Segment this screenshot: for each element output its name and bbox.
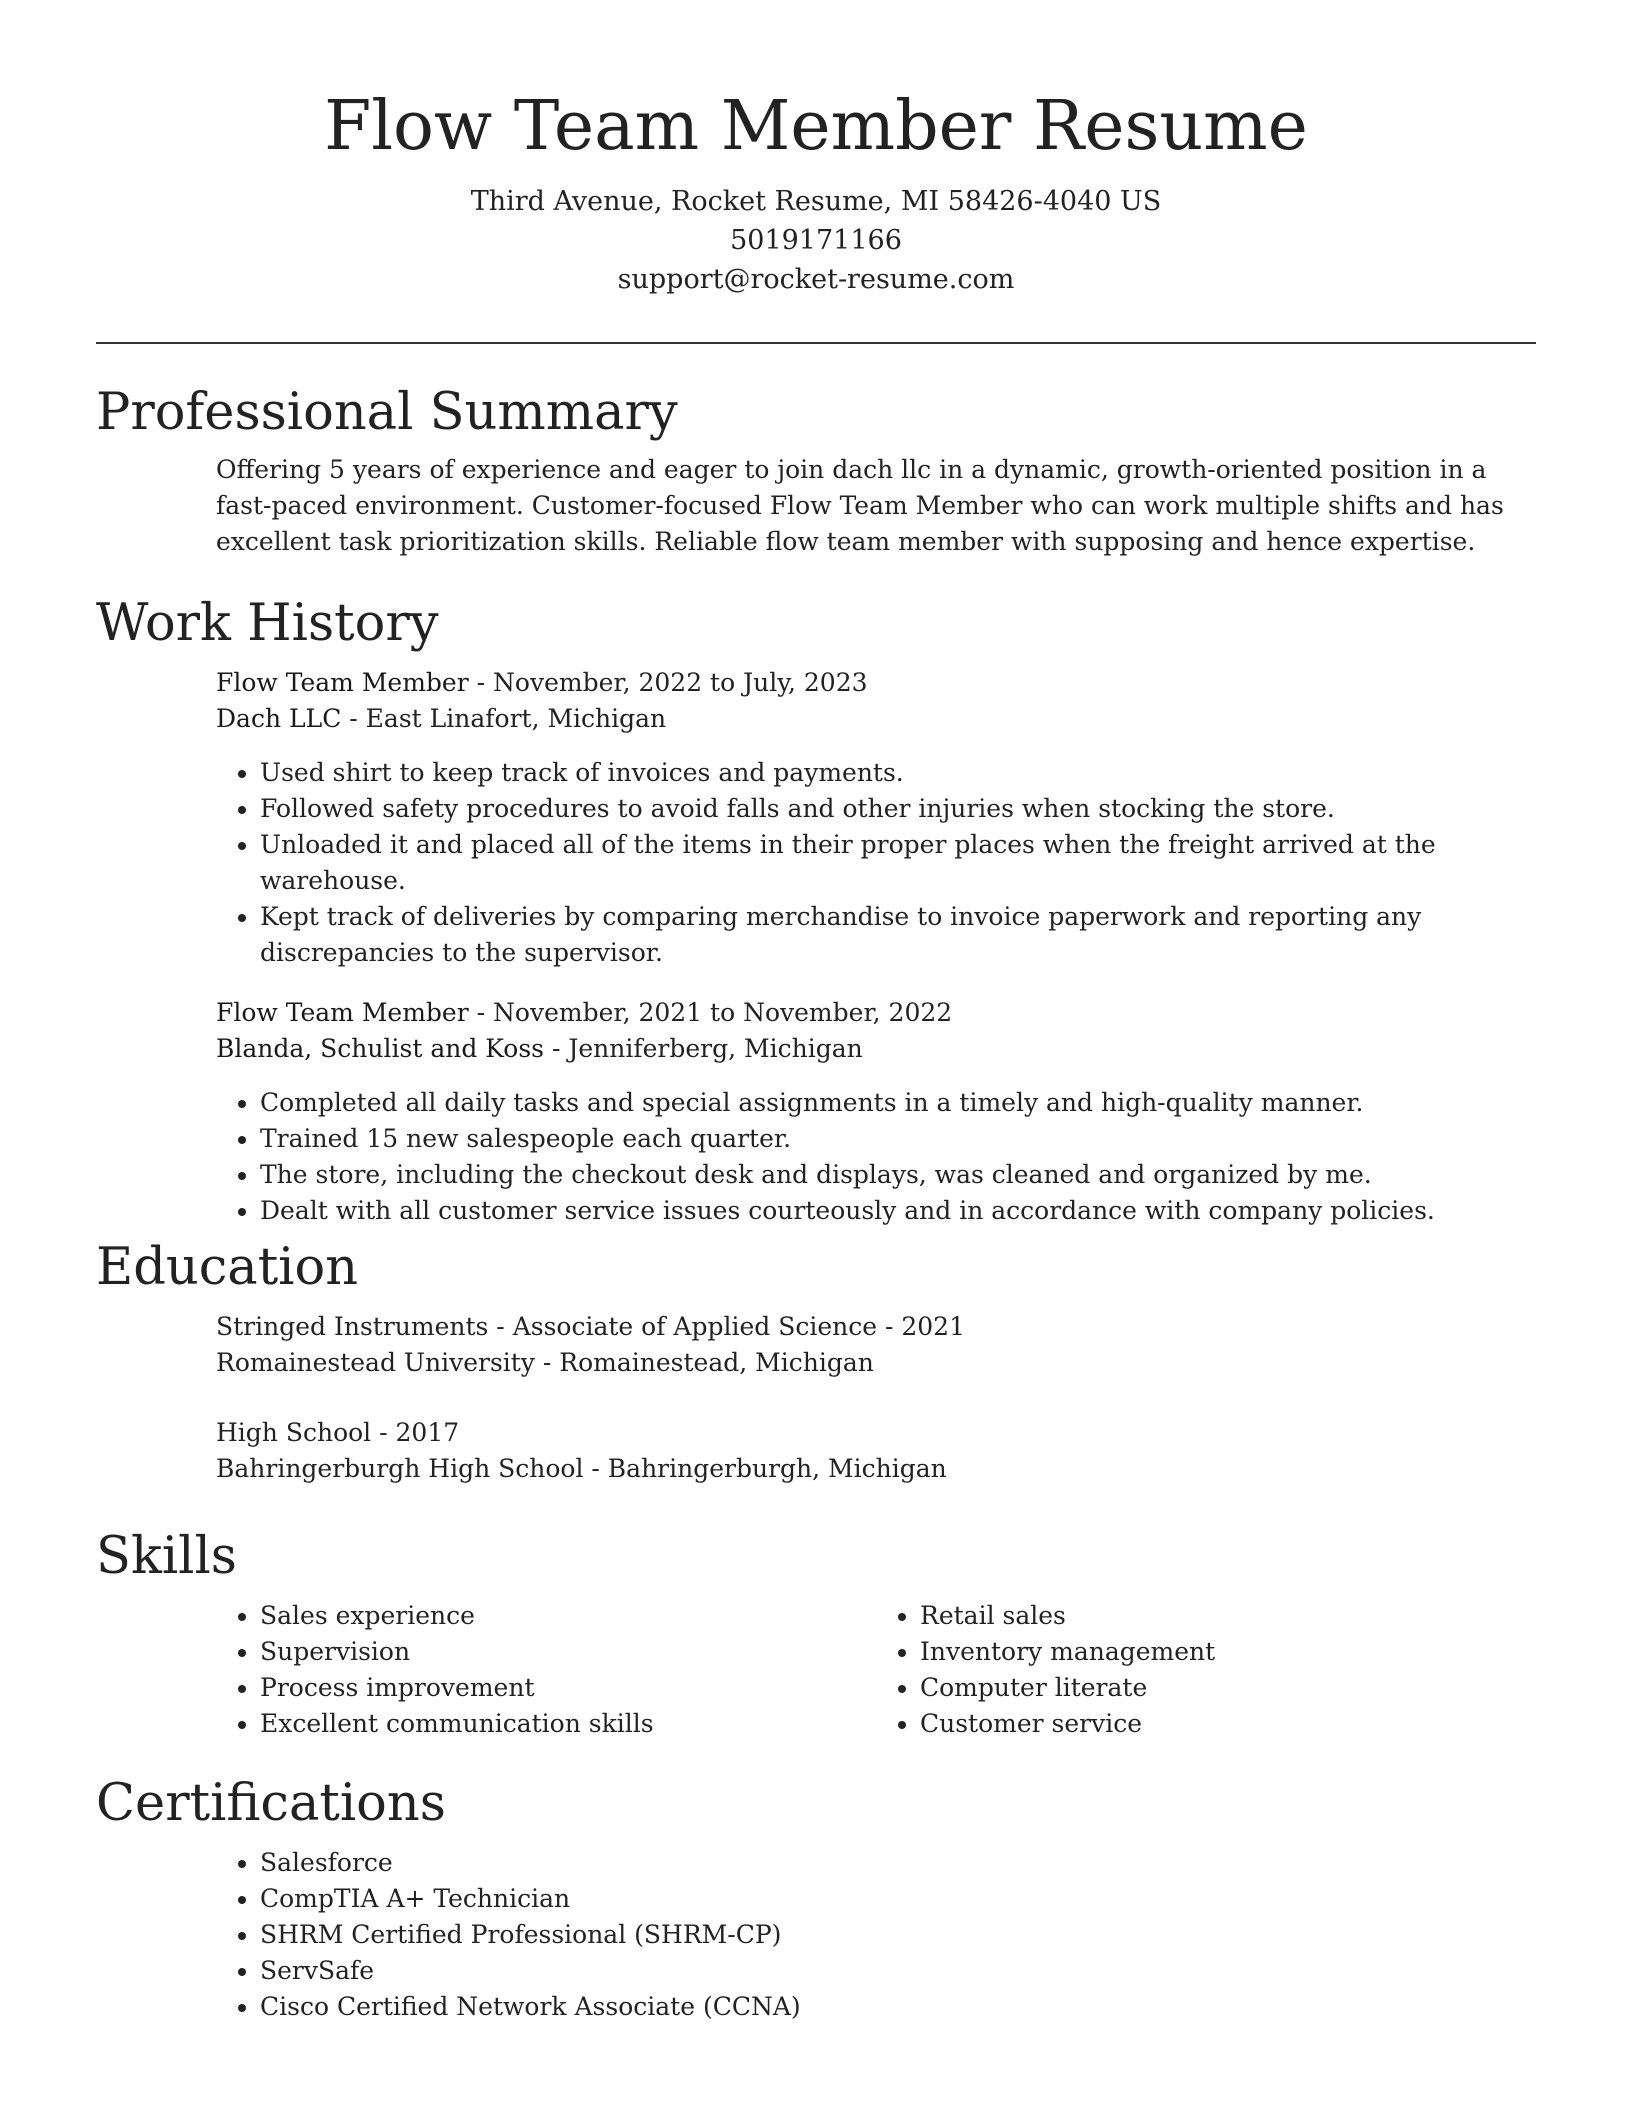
education-entry [216,1309,1536,1381]
skills-grid [216,1598,1536,1742]
resume-header [0,0,1632,299]
certifications-heading: Certifications [96,1774,446,1833]
job-dates: - November, 2022 to July, 2023 [468,668,868,697]
list-item: • The store, including the checkout desk and displays, was cleaned and organized by me. [260,1157,1536,1193]
list-item: • ServSafe [260,1953,1536,1989]
list-item: • Used shirt to keep track of invoices and payments. [260,755,1536,791]
education-school: Bahringerburgh High School [216,1454,584,1483]
skills-heading: Skills [96,1527,237,1586]
job-title-line [216,995,1536,1031]
summary-heading: Professional Summary [96,383,678,442]
summary-section [96,382,1536,560]
education-degree: Stringed Instruments - Associate of Applied Science [216,1312,878,1341]
education-degree: High School [216,1418,372,1447]
list-item: • Followed safety procedures to avoid falls and other injuries when stocking the store. [260,791,1536,827]
job-entry [216,995,1536,1229]
education-section [96,1237,1536,1487]
contact-address: Third Avenue, Rocket Resume, MI 58426-4040 US [470,186,1162,217]
job-title: Flow Team Member [216,998,469,1027]
list-item: • Inventory management [920,1634,1536,1670]
education-body [216,1309,1536,1487]
education-school-line [216,1345,1536,1381]
work-history-section [96,593,1536,1229]
list-item: • Retail sales [920,1598,1536,1634]
certifications-list [216,1845,1536,2025]
job-duties-list [216,1085,1536,1229]
education-school: Romainestead University [216,1348,535,1377]
list-item: • Completed all daily tasks and special assignments in a timely and high-quality manner. [260,1085,1536,1121]
list-item: • Computer literate [920,1670,1536,1706]
education-heading: Education [96,1238,359,1297]
education-year: - 2021 [877,1312,965,1341]
job-title-line [216,665,1536,701]
work-history-body [216,665,1536,1229]
job-entry [216,665,1536,971]
job-location: - East Linafort, Michigan [341,704,667,733]
summary-body [216,452,1536,560]
skills-body [216,1598,1536,1742]
list-item: • Supervision [260,1634,876,1670]
job-dates: - November, 2021 to November, 2022 [468,998,953,1027]
job-company: Blanda, Schulist and Koss [216,1034,544,1063]
list-item: • Process improvement [260,1670,876,1706]
certifications-section [96,1773,1536,2025]
job-company: Dach LLC [216,704,342,733]
education-degree-line [216,1415,1536,1451]
list-item: • Excellent communication skills [260,1706,876,1742]
education-location: - Romainestead, Michigan [534,1348,874,1377]
education-entry [216,1415,1536,1487]
list-item: • Trained 15 new salespeople each quarter. [260,1121,1536,1157]
header-divider [96,342,1536,344]
job-location: - Jenniferberg, Michigan [544,1034,863,1063]
contact-phone: 5019171166 [730,225,902,256]
list-item: • Kept track of deliveries by comparing merchandise to invoice paperwork and reporting any discrepancies to the supervisor. [260,899,1536,971]
list-item: • SHRM Certified Professional (SHRM-CP) [260,1917,1536,1953]
skills-list-right [876,1598,1536,1742]
list-item: • Sales experience [260,1598,876,1634]
skills-section [96,1526,1536,1742]
job-duties-list [216,755,1536,971]
education-location: - Bahringerburgh, Michigan [583,1454,947,1483]
certifications-body [216,1845,1536,2025]
list-item: • Salesforce [260,1845,1536,1881]
job-title: Flow Team Member [216,668,469,697]
work-history-heading: Work History [96,594,439,653]
summary-text: Offering 5 years of experience and eager to join dach llc in a dynamic, growth-oriented position in a fast-paced environment. Customer-focused Flow Team Member who can work multiple shifts and has excellent task prioritization skills. Reliable flow team member with supposing and hence expertise. [216,455,1504,556]
contact-block [0,182,1632,299]
education-degree-line [216,1309,1536,1345]
contact-email: support@rocket-resume.com [617,264,1015,295]
education-year: - 2017 [371,1418,460,1447]
education-school-line [216,1451,1536,1487]
list-item: • Customer service [920,1706,1536,1742]
list-item: • Dealt with all customer service issues courteously and in accordance with company policies. [260,1193,1536,1229]
job-company-line [216,701,1536,737]
list-item: • CompTIA A+ Technician [260,1881,1536,1917]
list-item: • Cisco Certified Network Associate (CCNA) [260,1989,1536,2025]
resume-title: Flow Team Member Resume [324,87,1308,166]
list-item: • Unloaded it and placed all of the items in their proper places when the freight arrived at the warehouse. [260,827,1536,899]
job-company-line [216,1031,1536,1067]
skills-list-left [216,1598,876,1742]
